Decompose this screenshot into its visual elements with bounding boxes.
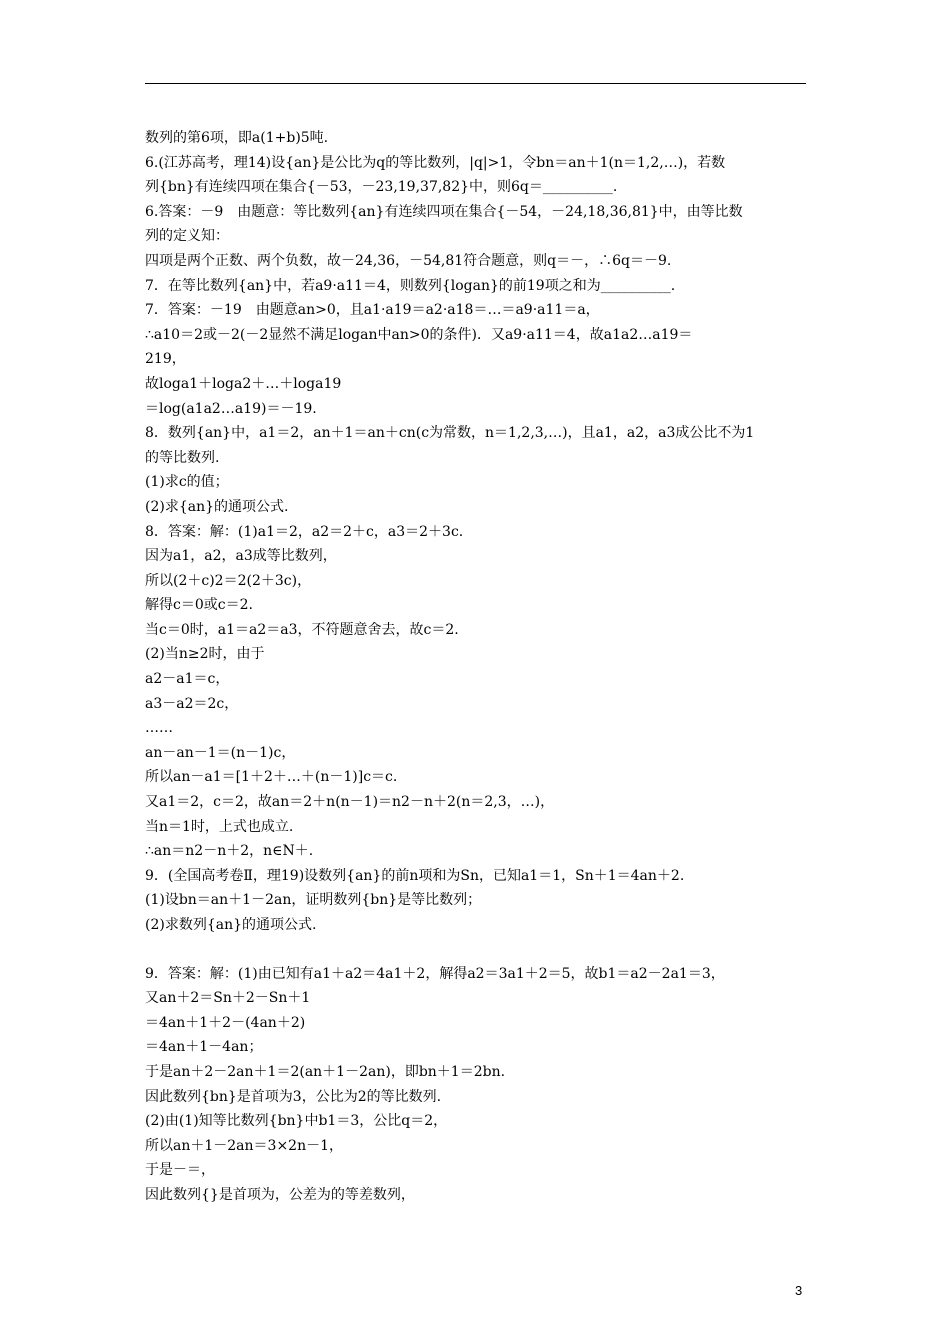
text-line: 当n＝1时，上式也成立.: [145, 818, 294, 835]
text-line: ∴an＝n2－n＋2，n∈N＋.: [145, 843, 314, 860]
text-line: 列的定义知：: [145, 228, 229, 245]
text-line: 所以an－a1＝[1＋2＋…＋(n－1)]c＝c.: [145, 769, 398, 786]
text-line: 故loga1＋loga2＋…＋loga19: [145, 375, 342, 392]
text-line: 于是an＋2－2an＋1＝2(an＋1－2an)，即bn＋1＝2bn.: [145, 1063, 506, 1080]
text-line: 四项是两个正数、两个负数，故－24,36，－54,81符合题意，则q＝－，∴6q＝－9.: [145, 252, 672, 269]
text-line: 7．答案：－19 由题意an>0，且a1·a19＝a2·a18＝…＝a9·a11＝a，: [145, 302, 600, 319]
text-line: 9．(全国高考卷Ⅱ，理19)设数列{an}的前n项和为Sn，已知a1＝1，Sn＋1＝4an＋2.: [145, 867, 685, 884]
text-line: (2)由(1)知等比数列{bn}中b1＝3，公比q＝2，: [145, 1113, 448, 1130]
text-line: 解得c＝0或c＝2.: [145, 597, 253, 614]
text-line: an－an－1＝(n－1)c，: [145, 744, 296, 761]
text-line: ∴a10＝2或－2(－2显然不满足logan中an>0的条件)．又a9·a11＝4，故a1a2…a19＝: [145, 326, 693, 343]
text-line: 因此数列{bn}是首项为3，公比为2的等比数列.: [145, 1088, 442, 1105]
text-line: 于是－＝，: [145, 1162, 215, 1179]
page-number: 3: [795, 1283, 803, 1298]
text-line: 因此数列{}是首项为，公差为的等差数列，: [145, 1186, 415, 1203]
text-line: 列{bn}有连续四项在集合{－53，－23,19,37,82}中，则6q＝__________.: [145, 179, 618, 196]
text-line: ＝4an＋1＋2－(4an＋2): [145, 1014, 306, 1031]
text-line: 因为a1，a2，a3成等比数列，: [145, 548, 337, 565]
text-line: 8．数列{an}中，a1＝2，an＋1＝an＋cn(c为常数，n＝1,2,3,…)，且a1，a2，a3成公比不为1: [145, 425, 755, 442]
text-line: 8．答案：解：(1)a1＝2，a2＝2＋c，a3＝2＋3c.: [145, 523, 464, 540]
text-line: (1)求c的值；: [145, 474, 229, 491]
text-block-answer-9: [145, 962, 825, 1208]
text-block-problems-6-to-9: [145, 126, 825, 938]
text-line: 所以an＋1－2an＝3×2n－1，: [145, 1137, 344, 1154]
document-body: [145, 126, 825, 1208]
text-line: 当c＝0时，a1＝a2＝a3，不符题意舍去，故c＝2.: [145, 621, 459, 638]
text-line: 9．答案：解：(1)由已知有a1＋a2＝4a1＋2，解得a2＝3a1＋2＝5，故b1＝a2－2a1＝3，: [145, 965, 725, 982]
text-line: (2)求数列{an}的通项公式.: [145, 917, 317, 933]
text-line: 所以(2＋c)2＝2(2＋3c)，: [145, 572, 312, 589]
text-line: 又a1＝2，c＝2，故an＝2＋n(n－1)＝n2－n＋2(n＝2,3，…)，: [145, 794, 555, 811]
header-rule: [145, 83, 806, 84]
text-line: ＝log(a1a2…a19)＝－19.: [145, 400, 317, 417]
text-line: (2)当n≥2时，由于: [145, 646, 265, 663]
text-line: 的等比数列.: [145, 449, 220, 466]
text-line: 7．在等比数列{an}中，若a9·a11＝4，则数列{logan}的前19项之和为__________.: [145, 277, 676, 294]
text-line: ……: [145, 720, 173, 737]
text-line: 又an＋2＝Sn＋2－Sn＋1: [145, 990, 311, 1007]
text-line: 219，: [145, 351, 186, 368]
text-line: 数列的第6项，即a(1+b)5吨.: [145, 130, 329, 146]
text-line: (2)求{an}的通项公式.: [145, 498, 289, 515]
text-line: 6.(江苏高考，理14)设{an}是公比为q的等比数列，|q|>1，令bn＝an＋1(n＝1,2,…)，若数: [145, 154, 726, 171]
text-line: a3－a2＝2c，: [145, 695, 239, 712]
text-line: (1)设bn＝an＋1－2an，证明数列{bn}是等比数列；: [145, 892, 482, 909]
text-line: ＝4an＋1－4an；: [145, 1039, 263, 1056]
text-line: a2－a1＝c，: [145, 671, 230, 688]
paragraph-gap: [145, 938, 825, 962]
text-line: 6.答案：－9 由题意：等比数列{an}有连续四项在集合{－54，－24,18,36,81}中，由等比数: [145, 203, 743, 220]
